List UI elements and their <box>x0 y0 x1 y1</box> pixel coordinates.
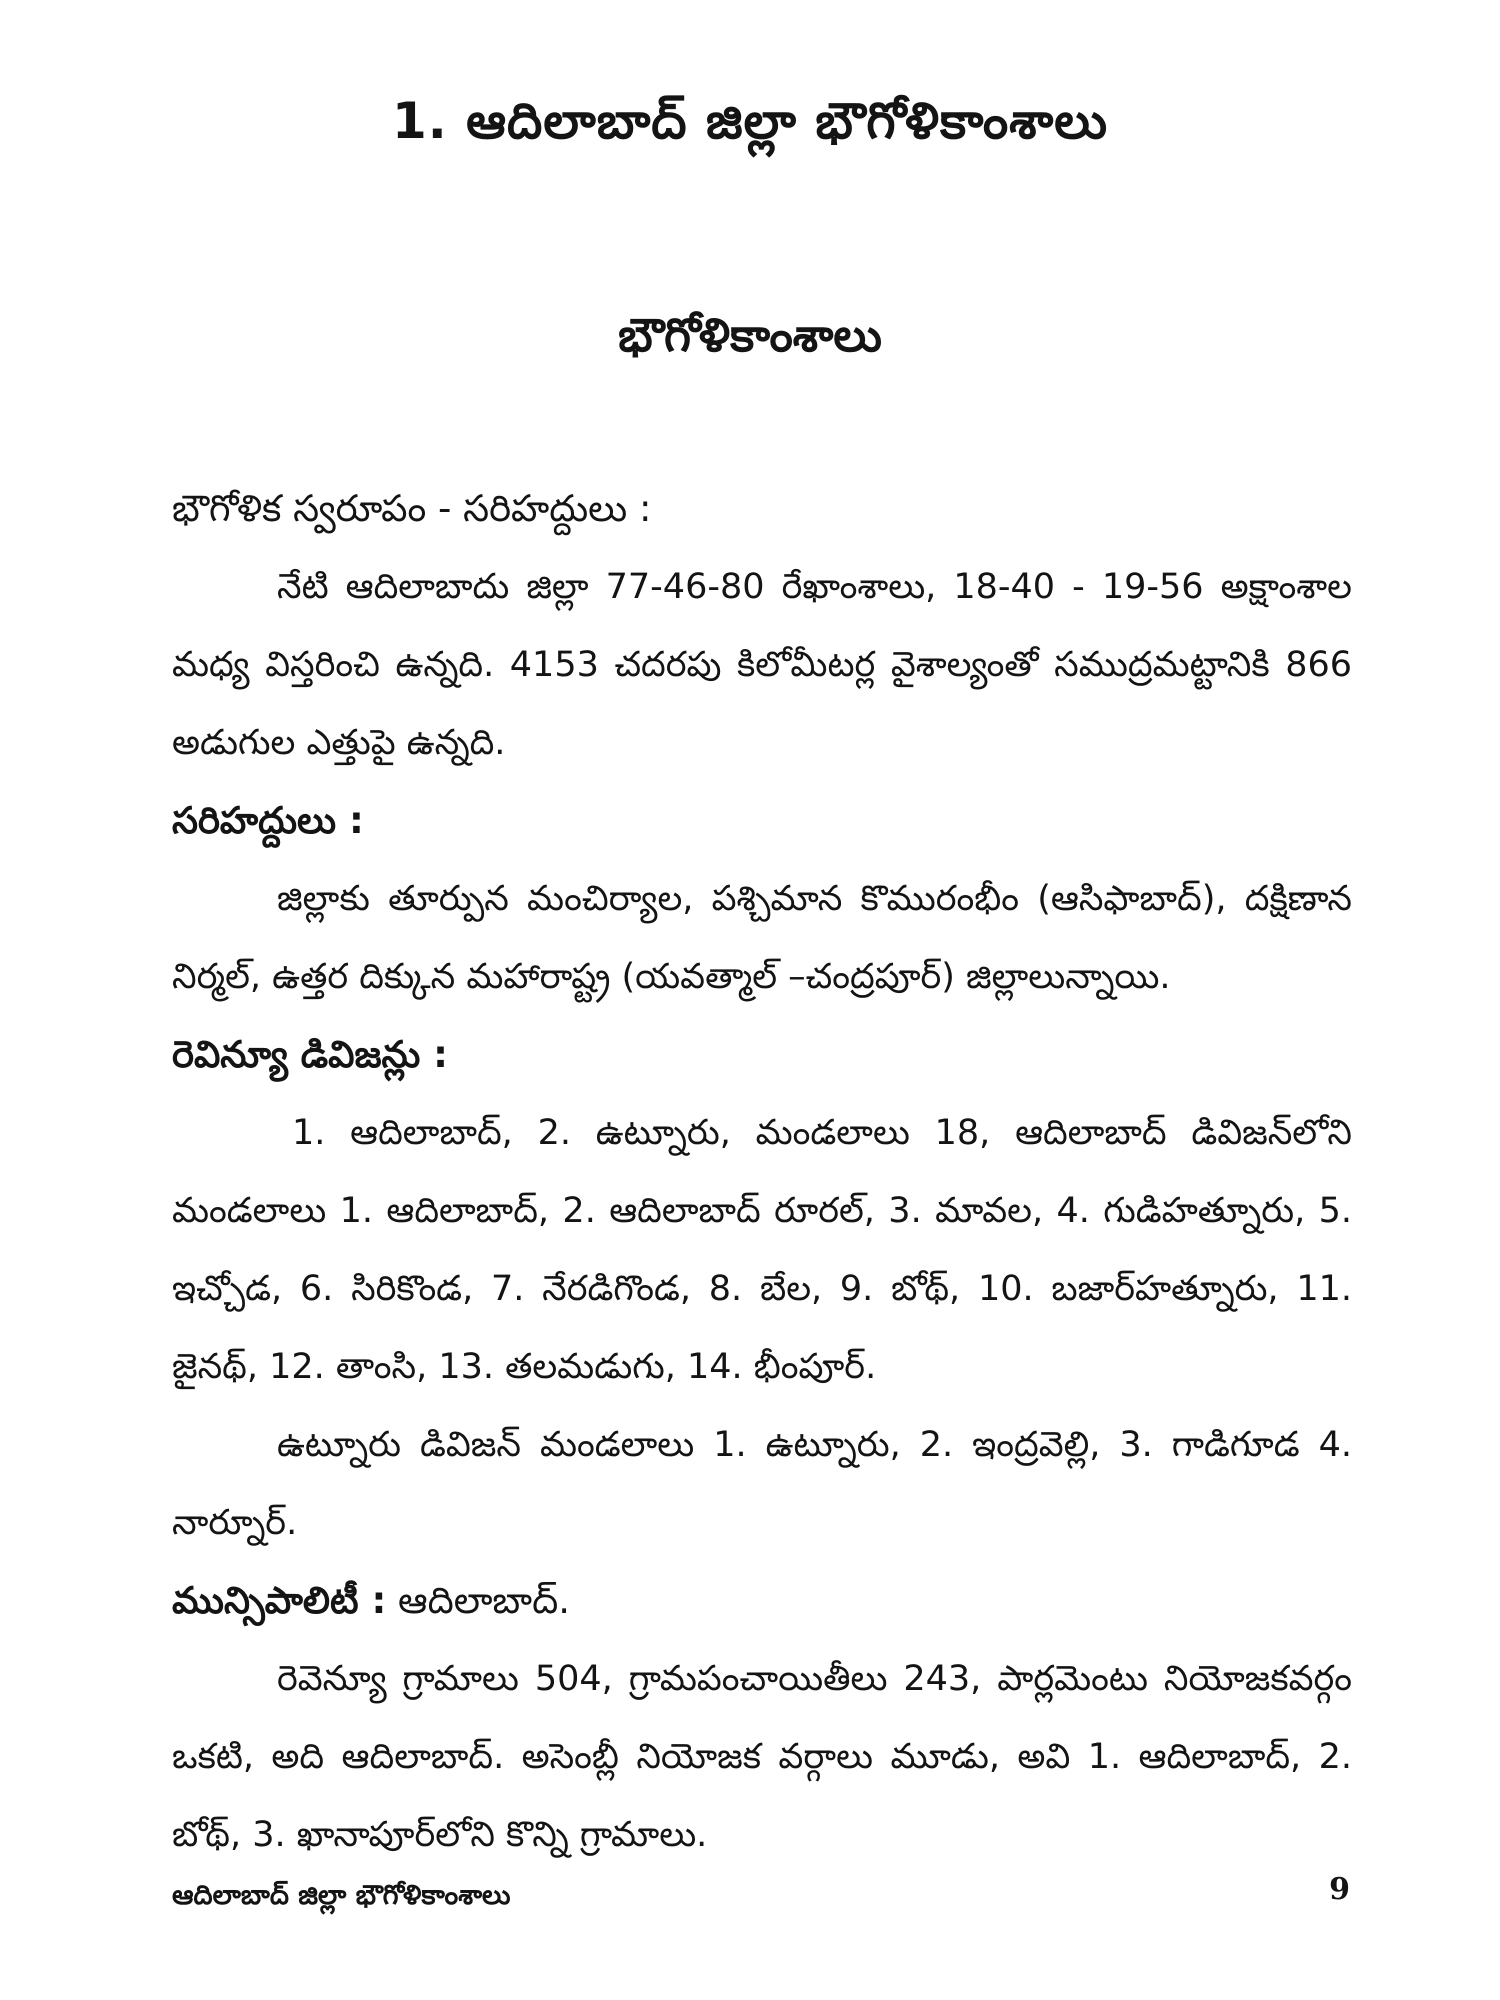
chapter-title: 1. ఆదిలాబాద్ జిల్లా భౌగోళికాంశాలు <box>391 92 1109 150</box>
footer-running-title: ఆదిలాబాద్ జిల్లా భౌగోళికాంశాలు <box>172 1880 511 1911</box>
section-title: భౌగోళికాంశాలు <box>618 308 882 362</box>
municipality-value: ఆదిలాబాద్. <box>398 1579 570 1622</box>
borders-heading: సరిహద్దులు : <box>172 799 364 842</box>
geography-paragraph: నేటి ఆదిలాబాదు జిల్లా 77-46-80 రేఖాంశాలు, 18-40 - 19-56 అక్షాంశాల మధ్య విస్తరించి ఉన్నది. 4153 చదరపు కిలోమీటర్ల వైశాల్యంతో సముద్రమట్టానికి 866 అడుగుల ఎత్తుపై ఉన్నది. <box>172 567 1352 763</box>
page-number: 9 <box>1329 1872 1350 1907</box>
municipality-heading: మున్సిపాలిటీ : <box>172 1579 387 1622</box>
page-body <box>172 470 1352 1874</box>
villages-paragraph: రెవెన్యూ గ్రామాలు 504, గ్రామపంచాయితీలు 243, పార్లమెంటు నియోజకవర్గం ఒకటి, అది ఆదిలాబాద్. అసెంబ్లీ నియోజక వర్గాలు మూడు, అవి 1. ఆదిలాబాద్, 2. బోథ్, 3. ఖానాపూర్‌లోని కొన్ని గ్రామాలు. <box>172 1659 1352 1855</box>
borders-paragraph: జిల్లాకు తూర్పున మంచిర్యాల, పశ్చిమాన కొమురంభీం (ఆసిఫాబాద్), దక్షిణాన నిర్మల్, ఉత్తర దిక్కున మహారాష్ట్ర (యవత్మాల్ –చంద్రపూర్) జిల్లాలున్నాయి. <box>172 879 1352 997</box>
revenue-divisions-paragraph: 1. ఆదిలాబాద్, 2. ఉట్నూరు, మండలాలు 18, ఆదిలాబాద్ డివిజన్‌లోని మండలాలు 1. ఆదిలాబాద్, 2. ఆదిలాబాద్ రూరల్, 3. మావల, 4. గుడిహత్నూరు, 5. ఇచ్చోడ, 6. సిరికొండ, 7. నేరడిగొండ, 8. బేల, 9. బోథ్, 10. బజార్‌హత్నూరు, 11. జైనథ్, 12. తాంసి, 13. తలమడుగు, 14. భీంపూర్. <box>172 1113 1352 1387</box>
revenue-divisions-heading: రెవిన్యూ డివిజన్లు : <box>172 1033 448 1076</box>
geography-heading: భౌగోళిక స్వరూపం - సరిహద్దులు : <box>172 487 652 530</box>
municipality-line <box>172 1562 1352 1640</box>
utnoor-division-paragraph: ఉట్నూరు డివిజన్ మండలాలు 1. ఉట్నూరు, 2. ఇంద్రవెల్లి, 3. గాడిగూడ 4. నార్నూర్. <box>172 1425 1352 1543</box>
